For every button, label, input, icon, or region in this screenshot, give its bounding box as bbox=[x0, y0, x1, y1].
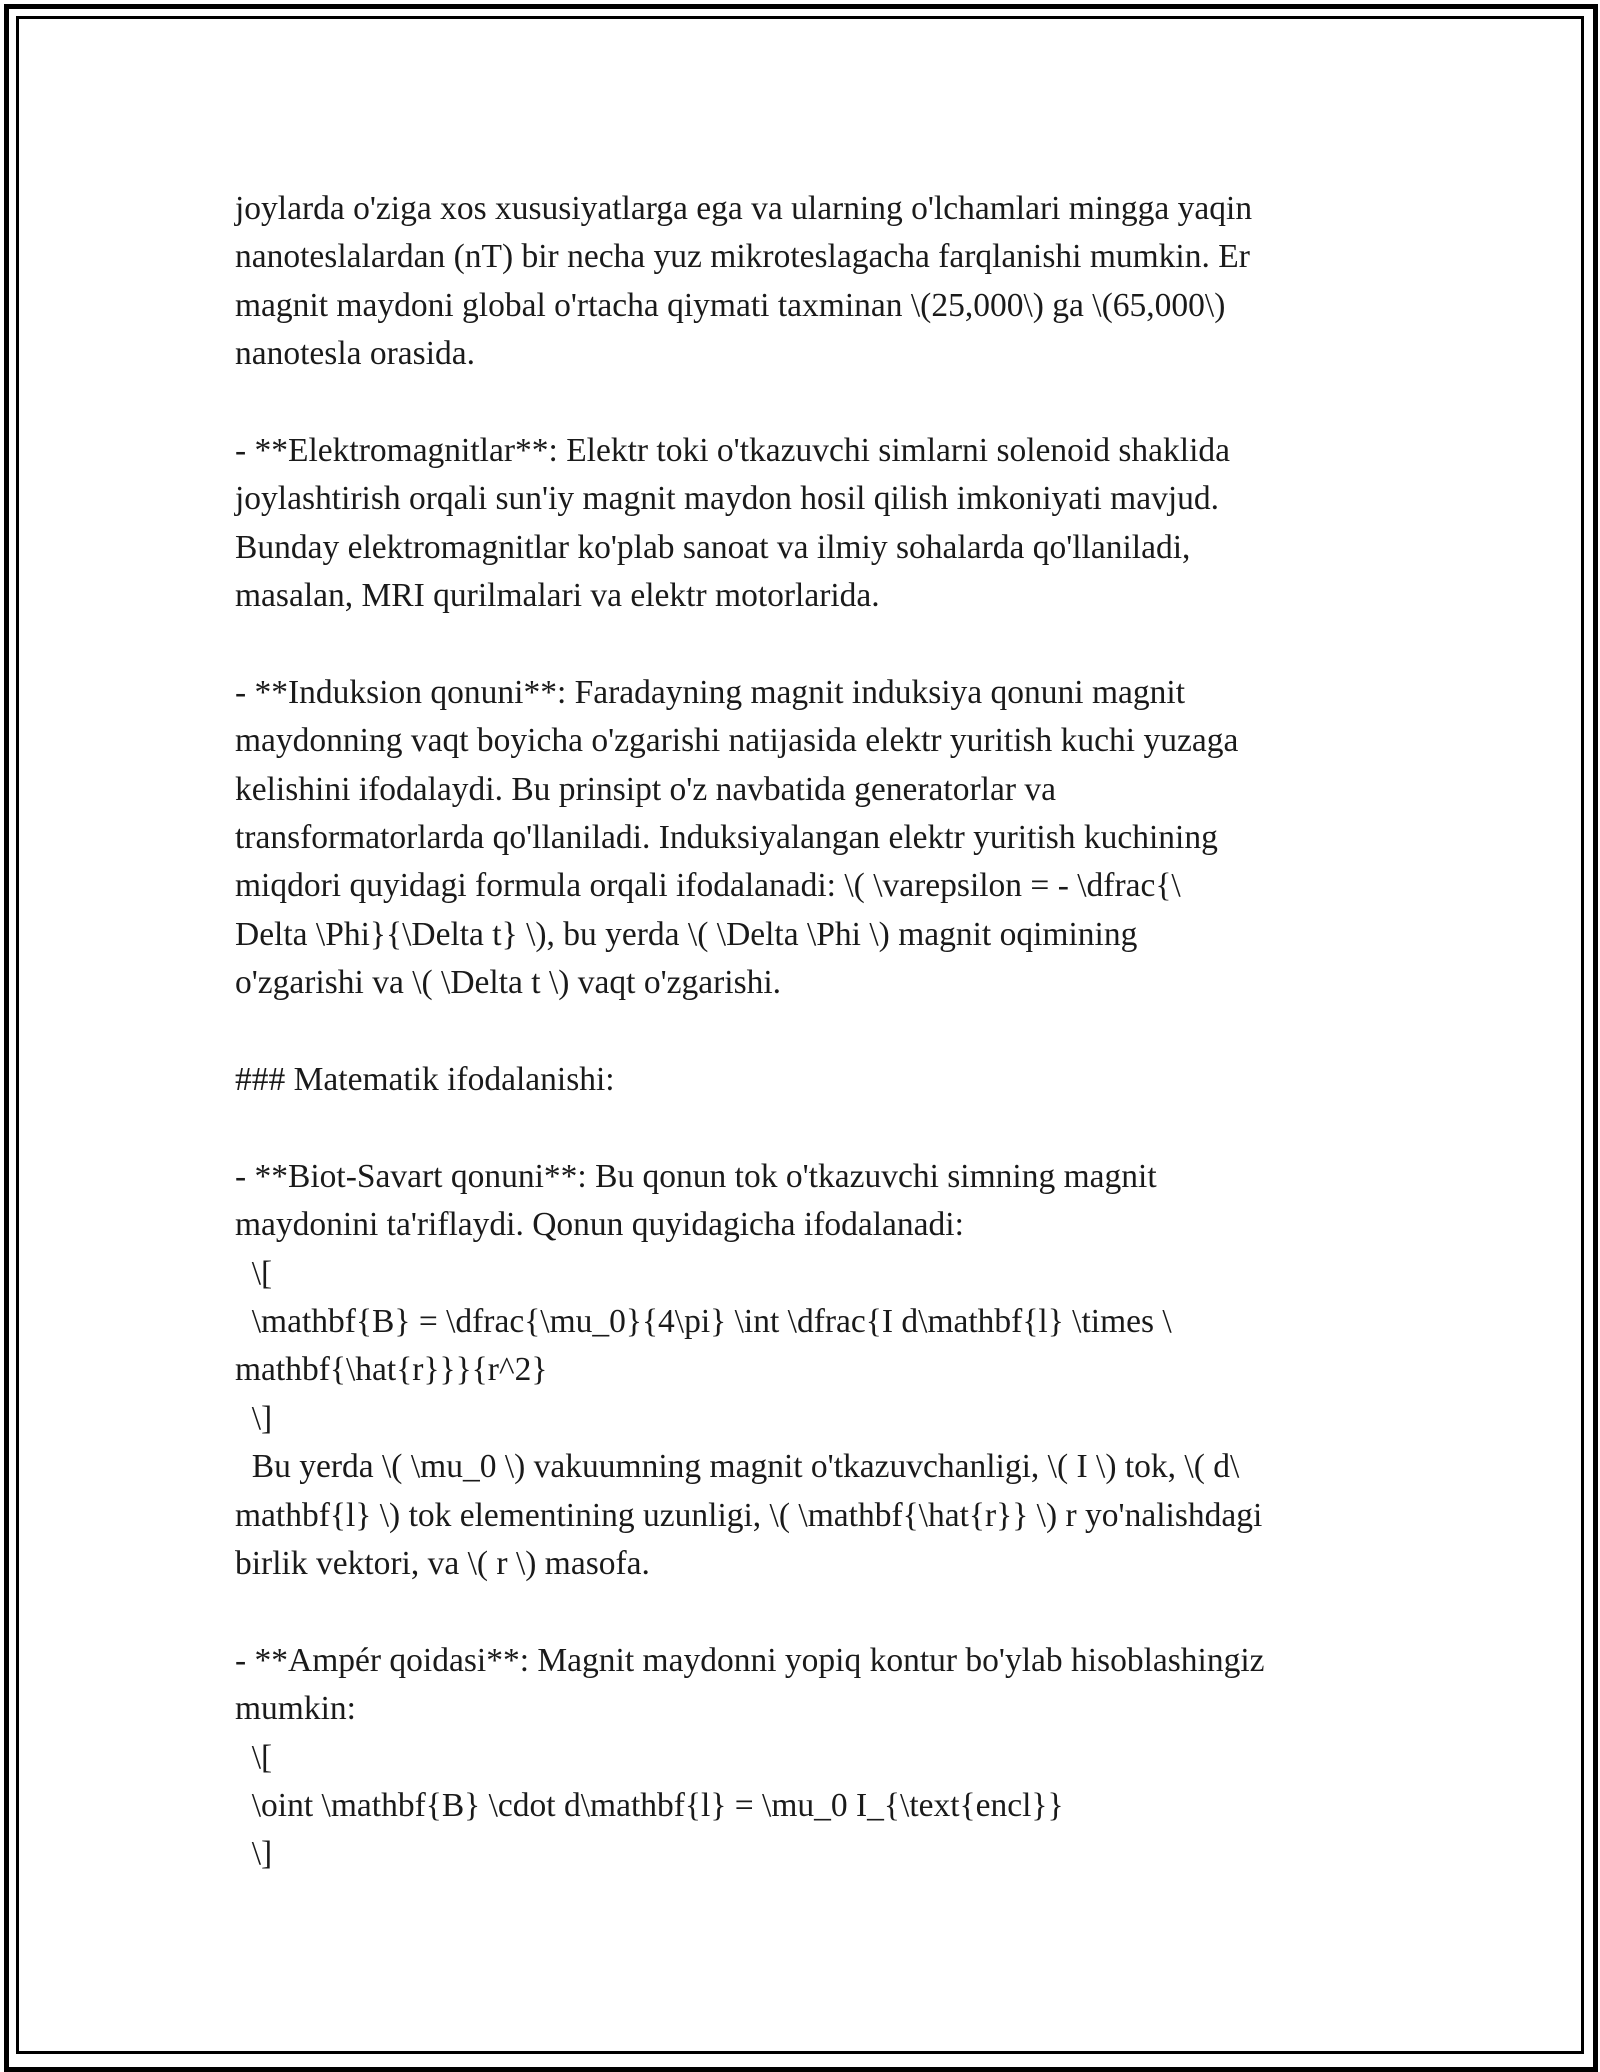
text-line: Delta \Phi}{\Delta t} \), bu yerda \( \Delta \Phi \) magnit oqimining bbox=[235, 915, 1138, 953]
blank-line bbox=[235, 379, 1395, 427]
formula-line: \] bbox=[235, 1835, 273, 1873]
blank-line bbox=[235, 1008, 1395, 1056]
blank-line bbox=[235, 1104, 1395, 1152]
text-line: - **Ampér qoidasi**: Magnit maydonni yopiq kontur bo'ylab hisoblashingiz bbox=[235, 1641, 1265, 1679]
text-line: masalan, MRI qurilmalari va elektr motorlarida. bbox=[235, 577, 880, 615]
formula-line: \oint \mathbf{B} \cdot d\mathbf{l} = \mu_0 I_{\text{encl}} bbox=[235, 1786, 1064, 1824]
section-heading: ### Matematik ifodalanishi: bbox=[235, 1061, 615, 1099]
text-line: - **Elektromagnitlar**: Elektr toki o'tkazuvchi simlarni solenoid shaklida bbox=[235, 431, 1230, 469]
text-line: joylashtirish orqali sun'iy magnit maydon hosil qilish imkoniyati mavjud. bbox=[235, 480, 1219, 518]
text-line: maydonini ta'riflaydi. Qonun quyidagicha ifodalanadi: bbox=[235, 1206, 964, 1244]
text-line: joylarda o'ziga xos xususiyatlarga ega va ularning o'lchamlari mingga yaqin bbox=[235, 190, 1253, 227]
text-line: Bunday elektromagnitlar ko'plab sanoat va ilmiy sohalarda qo'llaniladi, bbox=[235, 528, 1191, 566]
text-line: o'zgarishi va \( \Delta t \) vaqt o'zgarishi. bbox=[235, 964, 782, 1002]
text-line: - **Biot-Savart qonuni**: Bu qonun tok o'tkazuvchi simning magnit bbox=[235, 1157, 1157, 1195]
blank-line bbox=[235, 1588, 1395, 1636]
formula-line: \mathbf{B} = \dfrac{\mu_0}{4\pi} \int \dfrac{I d\mathbf{l} \times \ bbox=[235, 1302, 1172, 1340]
text-line: birlik vektori, va \( r \) masofa. bbox=[235, 1544, 650, 1582]
text-line: nanoteslalardan (nT) bir necha yuz mikroteslagacha farqlanishi mumkin. Er bbox=[235, 238, 1250, 276]
text-line: maydonning vaqt boyicha o'zgarishi natijasida elektr yuritish kuchi yuzaga bbox=[235, 722, 1239, 760]
formula-line: mathbf{\hat{r}}}{r^2} bbox=[235, 1351, 548, 1389]
text-line: transformatorlarda qo'llaniladi. Induksiyalangan elektr yuritish kuchining bbox=[235, 819, 1218, 857]
text-line: - **Induksion qonuni**: Faradayning magnit induksiya qonuni magnit bbox=[235, 673, 1186, 711]
text-line: miqdori quyidagi formula orqali ifodalanadi: \( \varepsilon = - \dfrac{\ bbox=[235, 867, 1181, 905]
text-line: nanotesla orasida. bbox=[235, 335, 475, 373]
blank-line bbox=[235, 621, 1395, 669]
document-body bbox=[235, 185, 1395, 1879]
formula-line: \] bbox=[235, 1399, 273, 1437]
formula-line: \[ bbox=[235, 1738, 273, 1776]
text-line: Bu yerda \( \mu_0 \) vakuumning magnit o'tkazuvchanligi, \( I \) tok, \( d\ bbox=[235, 1448, 1240, 1486]
text-line: kelishini ifodalaydi. Bu prinsipt o'z navbatida generatorlar va bbox=[235, 770, 1056, 808]
text-line: magnit maydoni global o'rtacha qiymati taxminan \(25,000\) ga \(65,000\) bbox=[235, 286, 1226, 324]
formula-line: \[ bbox=[235, 1254, 273, 1292]
text-line: mumkin: bbox=[235, 1690, 356, 1728]
text-line: mathbf{l} \) tok elementining uzunligi, \( \mathbf{\hat{r}} \) r yo'nalishdagi bbox=[235, 1496, 1263, 1534]
